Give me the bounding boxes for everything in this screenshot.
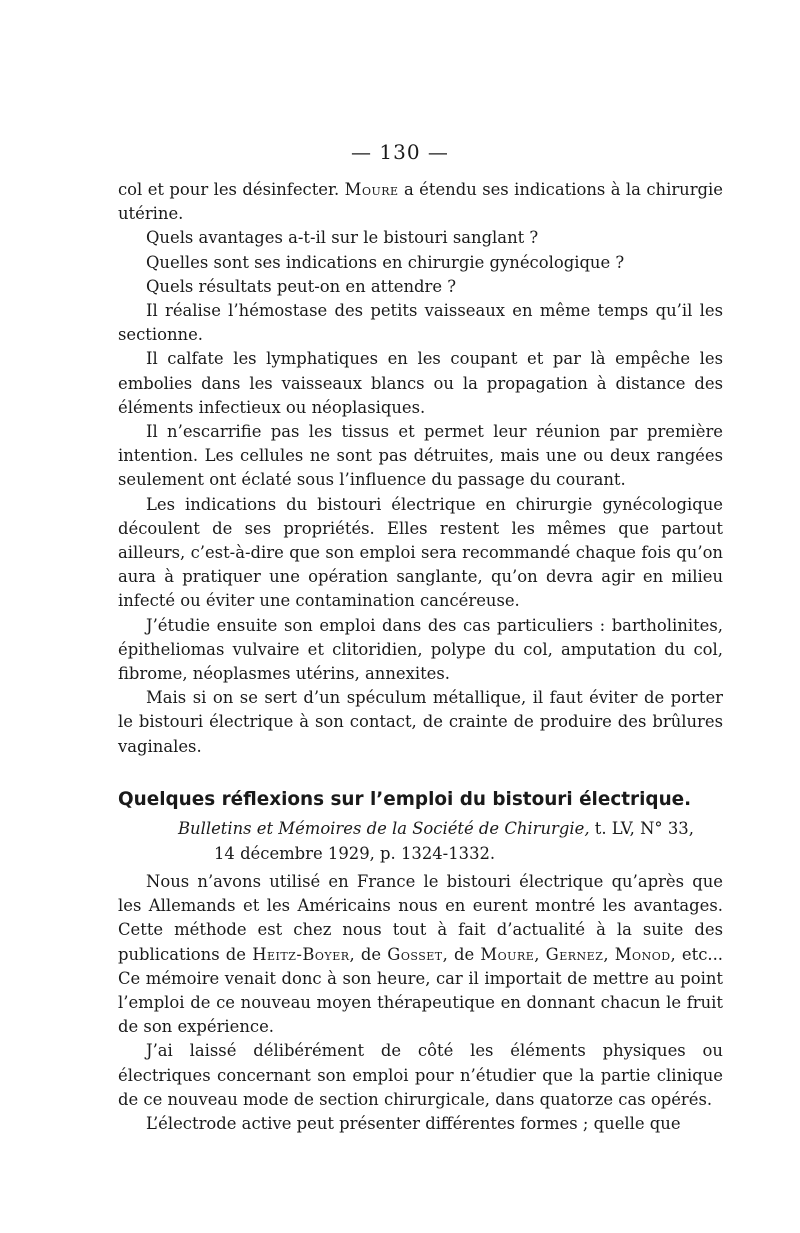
paragraph-hemostase: Il réalise l’hémostase des petits vaisseaux en même temps qu’il les sectionne.	[118, 301, 723, 345]
author-name: Gosset	[387, 944, 443, 964]
author-name: Gernez	[545, 944, 604, 964]
question-1: Quels avantages a-t-il sur le bistouri sanglant ?	[146, 228, 539, 248]
section-1-body	[118, 178, 723, 759]
paragraph-escarrifie: Il n’escarrifie pas les tissus et permet leur réunion par première intention. Les cellules ne sont pas détruites, mais une ou deux rangées seulement ont éclaté sous l’influence du passage du courant.	[118, 422, 723, 490]
section-2-body	[118, 870, 723, 1136]
section-2-heading: Quelques réflexions sur l’emploi du bistouri électrique.	[118, 789, 692, 810]
author-name: Moure	[480, 944, 535, 964]
question-3: Quels résultats peut-on en attendre ?	[146, 276, 457, 296]
paragraph-clinique: J’ai laissé délibérément de côté les éléments physiques ou électriques concernant son emploi pour n’étudier que la partie clinique de ce nouveau mode de section chirurgicale, dans quatorze cas opérés.	[118, 1041, 723, 1109]
author-name: Heitz-Boyer	[252, 944, 350, 964]
page-number: — 130 —	[351, 140, 449, 164]
paragraph-lymphatiques: Il calfate les lymphatiques en les coupant et par là empêche les embolies dans les vaisseaux blancs ou la propagation à distance des éléments infectieux ou néoplasiques.	[118, 349, 723, 417]
paragraph-intro: Nous n’avons utilisé en France le bistouri électrique qu’après que les Allemands et les Américains nous en eurent montré les avantages. Cette méthode est chez nous tout à fait d’actualité à la suite des publications de Heitz-Boyer, de Gosset, de Moure, Gernez, Monod, etc... Ce mémoire venait donc à son heure, car il importait de mettre au point l’emploi de ce nouveau moyen thérapeutique en donnant chacun le fruit de son expérience.	[118, 872, 724, 1037]
paragraph-cas-particuliers: J’étudie ensuite son emploi dans des cas particuliers : bartholinites, épitheliomas vulvaire et clitoridien, polype du col, amputation du col, fibrome, néoplasmes utérins, annexites.	[118, 615, 723, 684]
author-name: Moure	[344, 180, 399, 199]
paragraph-indications: Les indications du bistouri électrique en chirurgie gynécologique découlent de ses propriétés. Elles restent les mêmes que partout ailleurs, c’est-à-dire que son emploi sera recommandé chaque fois qu’on aura à pratiquer une opération sanglante, qu’on devra agir en milieu infecté ou éviter une contamination cancéreuse.	[118, 494, 723, 611]
paragraph-electrode: L’électrode active peut présenter différentes formes ; quelle que	[146, 1114, 681, 1134]
paragraph-continuation: col et pour les désinfecter. Moure a étendu ses indications à la chirurgie utérine.	[118, 180, 723, 224]
paragraph-speculum: Mais si on se sert d’un spéculum métallique, il faut éviter de porter le bistouri électrique à son contact, de crainte de produire des brûlures vaginales.	[118, 688, 723, 756]
author-name: Monod	[614, 944, 671, 964]
citation	[178, 817, 728, 866]
question-2: Quelles sont ses indications en chirurgie gynécologique ?	[146, 252, 625, 272]
citation-date-pages: 14 décembre 1929, p. 1324-1332.	[214, 843, 496, 863]
citation-source: Bulletins et Mémoires de la Société de Chirurgie,	[178, 819, 590, 838]
citation-volume: t. LV, N° 33,	[589, 819, 694, 838]
